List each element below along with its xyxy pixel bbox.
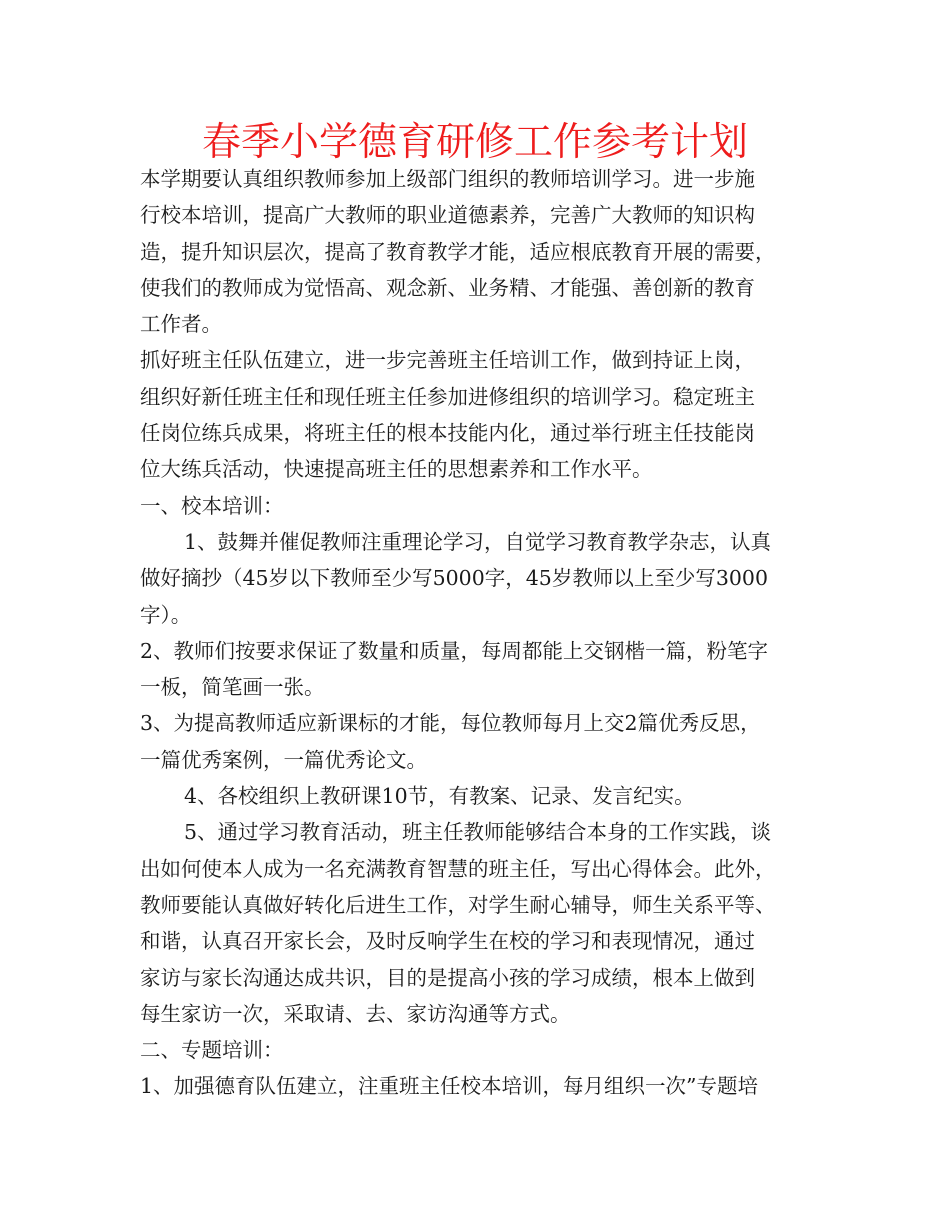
body-line: 行校本培训，提高广大教师的职业道德素养，完善广大教师的知识构 [140,203,755,228]
body-line: 工作者。 [140,312,222,337]
section-heading: 二、专题培训： [140,1038,284,1063]
body-line: 任岗位练兵成果，将班主任的根本技能内化，通过举行班主任技能岗 [140,421,755,446]
body-line: 1、加强德育队伍建立，注重班主任校本培训，每月组织一次”专题培 [140,1074,759,1099]
body-line: 教师要能认真做好转化后进生工作，对学生耐心辅导，师生关系平等、 [140,892,776,917]
body-line: 每生家访一次，采取请、去、家访沟通等方式。 [140,1001,571,1026]
body-line: 字）。 [140,602,192,627]
body-line: 2、教师们按要求保证了数量和质量，每周都能上交钢楷一篇，粉笔字 [140,638,769,663]
body-line: 组织好新任班主任和现任班主任参加进修组织的培训学习。稳定班主 [140,384,755,409]
body-line: 和谐，认真召开家长会，及时反响学生在校的学习和表现情况，通过 [140,929,755,954]
body-line: 抓好班主任队伍建立，进一步完善班主任培训工作，做到持证上岗， [140,348,755,373]
body-line: 使我们的教师成为觉悟高、观念新、业务精、才能强、善创新的教育 [140,275,755,300]
body-line: 造，提升知识层次，提高了教育教学才能，适应根底教育开展的需要， [140,239,776,264]
document-title: 春季小学德育研修工作参考计划 [201,120,748,165]
body-line: 位大练兵活动，快速提高班主任的思想素养和工作水平。 [140,457,653,482]
section-heading: 一、校本培训： [140,493,284,518]
body-line: 一板，简笔画一张。 [140,675,325,700]
document-body [140,161,816,1105]
body-line: 5、通过学习教育活动，班主任教师能够结合本身的工作实践，谈 [184,820,772,845]
body-line: 家访与家长沟通达成共识，目的是提高小孩的学习成绩，根本上做到 [140,965,755,990]
body-line: 1、鼓舞并催促教师注重理论学习，自觉学习教育教学杂志，认真 [184,529,772,554]
body-line: 出如何使本人成为一名充满教育智慧的班主任，写出心得体会。此外， [140,856,776,881]
body-line: 3、为提高教师适应新课标的才能，每位教师每月上交2篇优秀反思， [140,711,761,736]
body-line: 4、各校组织上教研课10节，有教案、记录、发言纪实。 [184,784,695,809]
body-line: 本学期要认真组织教师参加上级部门组织的教师培训学习。进一步施 [140,167,755,191]
body-line: 一篇优秀案例，一篇优秀论文。 [140,747,427,772]
body-line: 做好摘抄（45岁以下教师至少写5000字，45岁教师以上至少写3000 [140,566,769,591]
